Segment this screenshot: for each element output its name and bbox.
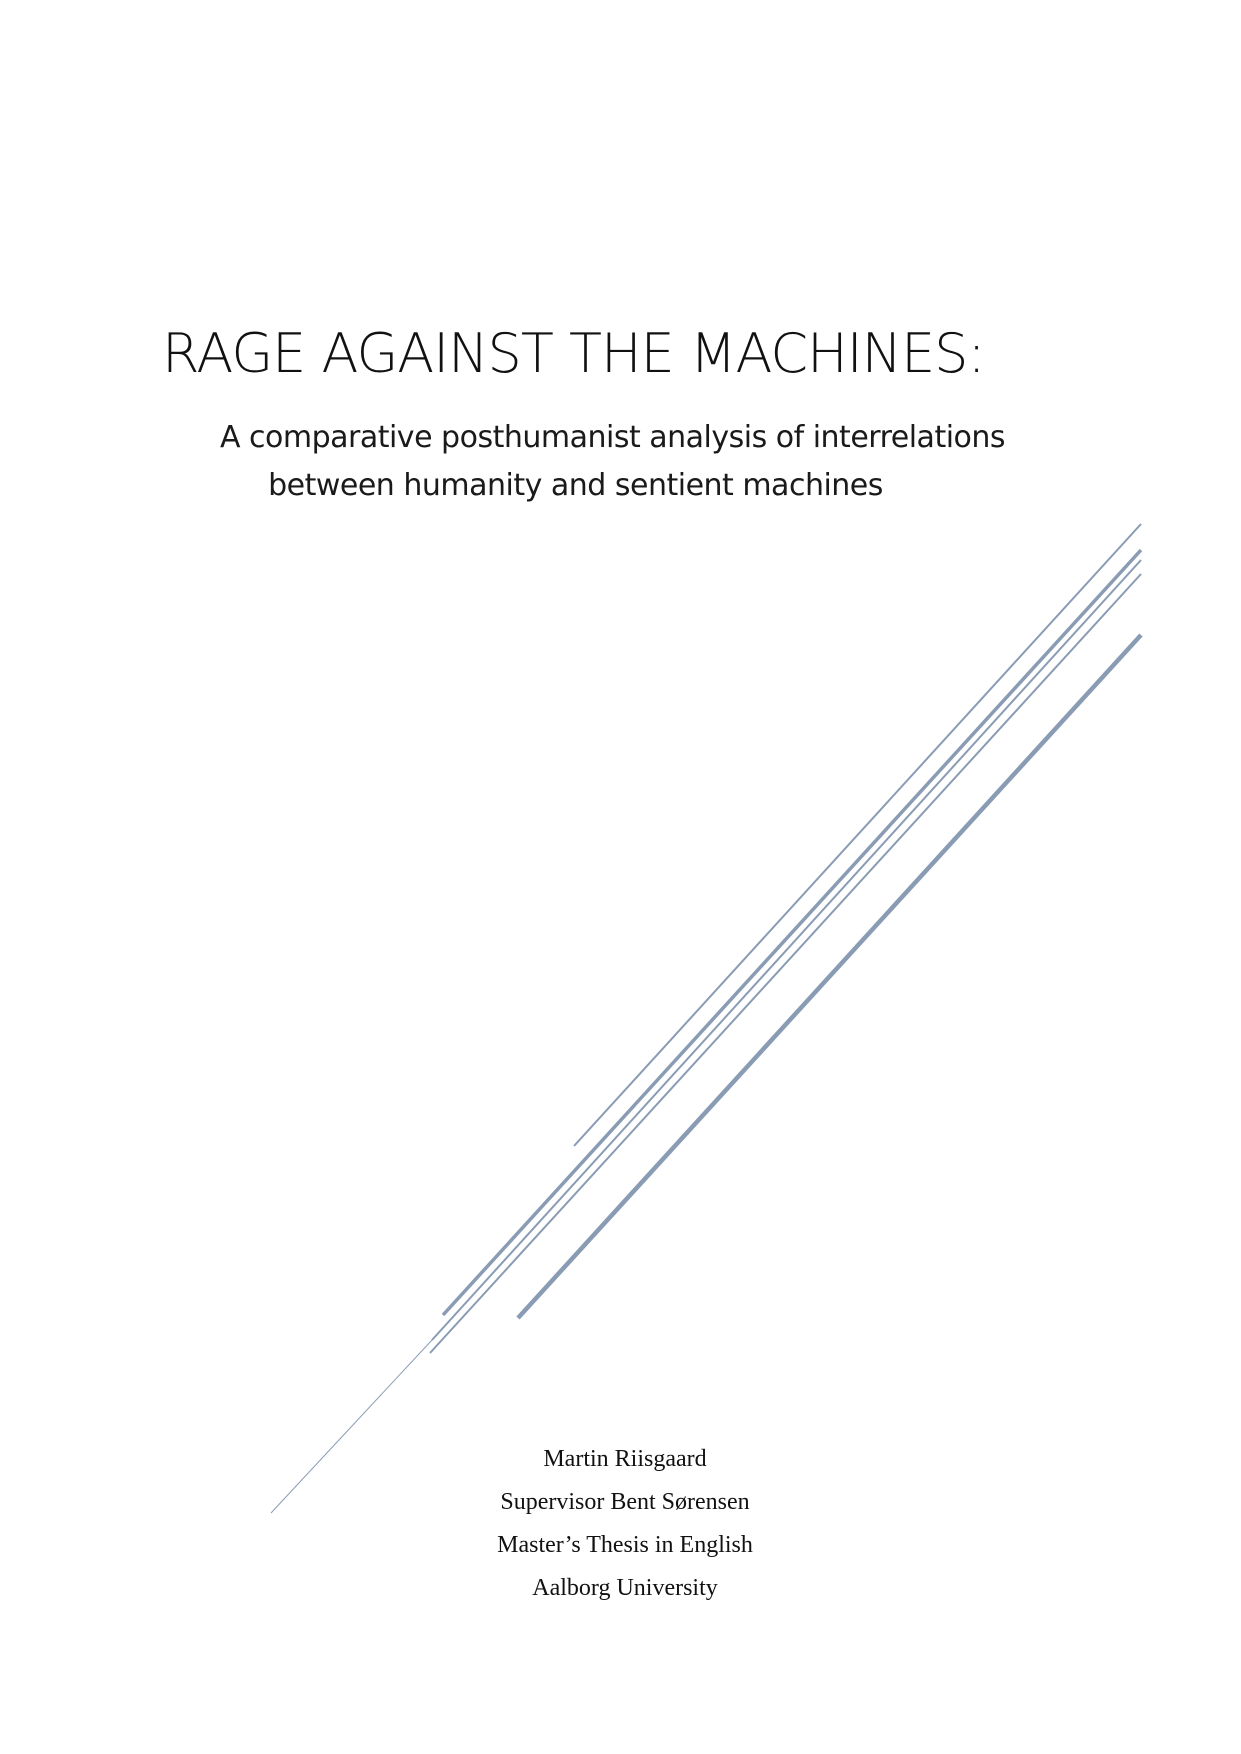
diagonal-line-1 [574, 524, 1141, 1146]
diagonal-line-4 [430, 574, 1141, 1353]
subtitle-line-1: A comparative posthumanist analysis of interrelations [219, 420, 1006, 455]
university: Aalborg University [532, 1575, 718, 1601]
diagonal-line-2 [443, 550, 1141, 1315]
document-title: RAGE AGAINST THE MACHINES: [162, 322, 985, 385]
thesis-type: Master’s Thesis in English [497, 1532, 753, 1558]
diagonal-line-3 [432, 560, 1141, 1340]
author-info-block [440, 1438, 810, 1610]
subtitle-line-2: between humanity and sentient machines [268, 468, 883, 503]
diagonal-line-5 [518, 635, 1141, 1318]
diagonal-line-group [271, 524, 1141, 1513]
diagonal-line-6 [271, 1340, 432, 1513]
supervisor: Supervisor Bent Sørensen [500, 1489, 750, 1515]
author-name: Martin Riisgaard [543, 1446, 707, 1472]
